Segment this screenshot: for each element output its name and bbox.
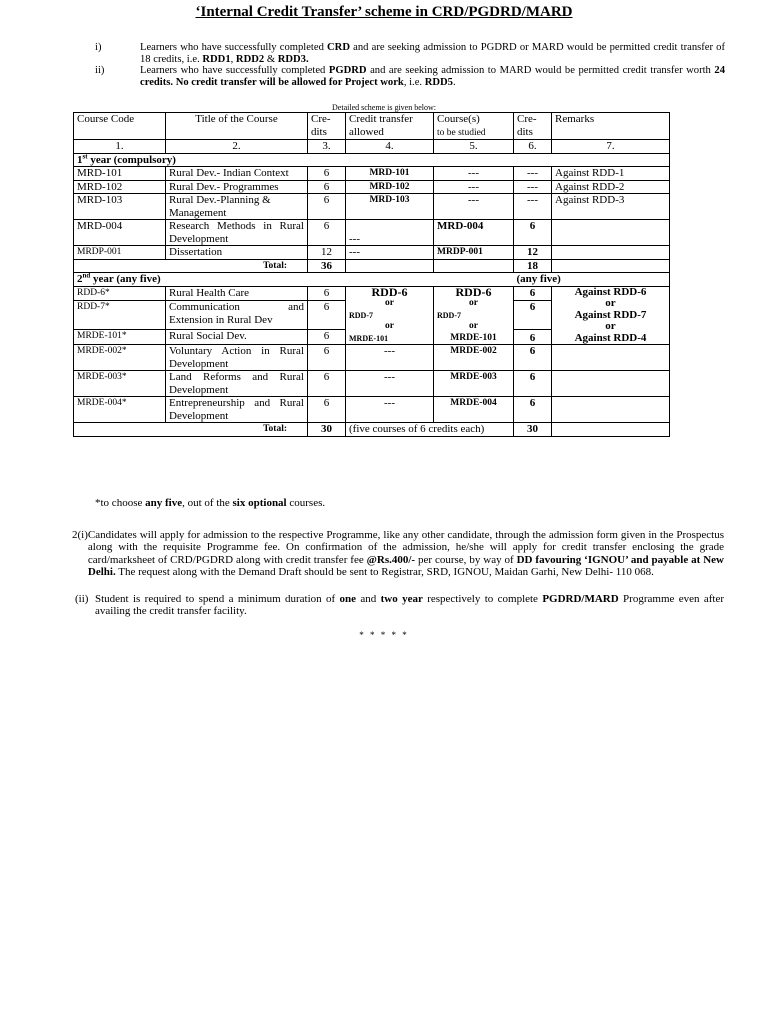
- empty-cell: [434, 259, 514, 273]
- study-credits: 6: [514, 220, 552, 246]
- course-to-study: MRD-004: [434, 220, 514, 246]
- course-title: Dissertation: [166, 246, 308, 260]
- course-credits: 6: [308, 397, 346, 423]
- credit-transfer: ---: [346, 397, 434, 423]
- header-credit-transfer: Credit transfer allowed: [346, 113, 434, 140]
- table-caption: Detailed scheme is given below:: [332, 103, 436, 112]
- course-title: Rural Health Care: [166, 286, 308, 301]
- study-credits: 12: [514, 246, 552, 260]
- total-label: Total:: [74, 423, 308, 437]
- end-marker: * * * * *: [359, 630, 409, 640]
- empty-cell: [346, 259, 434, 273]
- total-label: Total:: [74, 259, 308, 273]
- course-to-study: MRDE-002: [434, 345, 514, 371]
- course-title: Research Methods in Rural Development: [166, 220, 308, 246]
- course-credits: 12: [308, 246, 346, 260]
- credit-transfer-options: RDD-6 or RDD-7 or MRDE-101: [346, 286, 434, 345]
- empty-cell: [552, 423, 670, 437]
- course-to-study: MRDE-003: [434, 371, 514, 397]
- study-credits: ---: [514, 180, 552, 194]
- intro-item-number: ii): [95, 65, 105, 76]
- credit-transfer: ---: [346, 246, 434, 260]
- course-code: MRDE-003*: [74, 371, 166, 397]
- course-credits: 6: [308, 371, 346, 397]
- total-study-credits: 18: [514, 259, 552, 273]
- study-credits: 6: [514, 301, 552, 330]
- remarks: Against RDD-2: [552, 180, 670, 194]
- document-title: ‘Internal Credit Transfer’ scheme in CRD/PGDRD/MARD: [195, 4, 573, 20]
- duration-paragraph: [75, 593, 724, 618]
- table-header-row: [74, 113, 670, 140]
- course-code: MRDE-004*: [74, 397, 166, 423]
- total-row: [74, 423, 670, 437]
- course-title: Voluntary Action in Rural Development: [166, 345, 308, 371]
- course-title: Land Reforms and Rural Development: [166, 371, 308, 397]
- admission-paragraph: [72, 529, 724, 578]
- course-to-study: ---: [434, 194, 514, 220]
- course-to-study: MRDE-004: [434, 397, 514, 423]
- study-credits: 6: [514, 397, 552, 423]
- section-heading-year-1: 1st year (compulsory): [74, 153, 670, 167]
- remarks: [552, 371, 670, 397]
- header-course-code: Course Code: [74, 113, 166, 140]
- intro-item-text: Learners who have successfully completed CRD and are seeking admission to PGDRD or MARD would be permitted credit transfer of 18 credits, i.e. RDD1, RDD2 & RDD3.: [140, 42, 725, 65]
- total-note: (five courses of 6 credits each): [346, 423, 514, 437]
- table-row: [74, 371, 670, 397]
- remarks-options: Against RDD-6 or Against RDD-7 or Against RDD-4: [552, 286, 670, 345]
- course-code: MRD-004: [74, 220, 166, 246]
- credit-transfer: MRD-102: [346, 180, 434, 194]
- intro-item-number: i): [95, 42, 102, 53]
- remarks: Against RDD-1: [552, 167, 670, 181]
- remarks: [552, 345, 670, 371]
- remarks: [552, 397, 670, 423]
- optional-courses-note: *to choose any five, out of the six optional courses.: [95, 497, 326, 509]
- column-number: 1.: [74, 140, 166, 154]
- course-title: Rural Social Dev.: [166, 330, 308, 345]
- table-row: [74, 194, 670, 220]
- course-title: Entrepreneurship and Rural Development: [166, 397, 308, 423]
- section-row-year-2: [74, 273, 670, 287]
- table-row: [74, 246, 670, 260]
- intro-item-text: Learners who have successfully completed PGDRD and are seeking admission to MARD would be permitted credit transfer worth 24 credits. No credit transfer will be allowed for Project work, i.e. RDD5.: [140, 65, 725, 88]
- credit-transfer: MRD-101: [346, 167, 434, 181]
- course-code: MRD-102: [74, 180, 166, 194]
- course-code: MRD-103: [74, 194, 166, 220]
- table-row: [74, 220, 670, 246]
- course-credits: 6: [308, 345, 346, 371]
- header-courses-studied: Course(s) to be studied: [434, 113, 514, 140]
- course-credits: 6: [308, 167, 346, 181]
- intro-item-ii: [95, 65, 725, 88]
- paragraph-text: Student is required to spend a minimum duration of one and two year respectively to complete PGDRD/MARD Programme even after availing the credit transfer facility.: [95, 593, 725, 618]
- course-title: Rural Dev.- Indian Context: [166, 167, 308, 181]
- credit-transfer: ---: [346, 371, 434, 397]
- course-credits: 6: [308, 180, 346, 194]
- section-heading-year-2: 2nd year (any five): [74, 273, 514, 287]
- table-row: [74, 397, 670, 423]
- course-to-study-options: RDD-6 or RDD-7 or MRDE-101: [434, 286, 514, 345]
- course-title: Rural Dev.- Programmes: [166, 180, 308, 194]
- course-credits: 6: [308, 330, 346, 345]
- course-title: Communication and Extension in Rural Dev: [166, 301, 308, 330]
- course-to-study: MRDP-001: [434, 246, 514, 260]
- study-credits: ---: [514, 167, 552, 181]
- course-credits: 6: [308, 220, 346, 246]
- remarks: [552, 246, 670, 260]
- credit-transfer: ---: [346, 345, 434, 371]
- study-credits: ---: [514, 194, 552, 220]
- table-row: [74, 345, 670, 371]
- empty-cell: [552, 259, 670, 273]
- remarks: Against RDD-3: [552, 194, 670, 220]
- column-number: 7.: [552, 140, 670, 154]
- paragraph-label: (ii): [75, 593, 89, 605]
- paragraph-text: Candidates will apply for admission to the respective Programme, like any other candidate, through the admission form given in the Prospectus along with the requisite Programme fee. On confirmation of the admission, he/she will apply for credit transfer enclosing the grade card/marksheet of CRD/PGDRD along with credit transfer fee @Rs.400/- per course, by way of DD favouring ‘IGNOU’ and payable at New Delhi. The request along with the Demand Draft should be sent to Registrar, SRD, IGNOU, Maidan Garhi, New Delhi- 110 068.: [87, 529, 724, 578]
- course-to-study: ---: [434, 180, 514, 194]
- course-title: Rural Dev.-Planning & Management: [166, 194, 308, 220]
- column-number: 3.: [308, 140, 346, 154]
- course-code: RDD-6*: [74, 286, 166, 301]
- course-code: MRDE-002*: [74, 345, 166, 371]
- course-code: RDD-7*: [74, 301, 166, 330]
- total-credits: 30: [308, 423, 346, 437]
- header-credits-2: Cre-dits: [514, 113, 552, 140]
- total-credits: 36: [308, 259, 346, 273]
- table-row: [74, 167, 670, 181]
- header-course-title: Title of the Course: [166, 113, 308, 140]
- intro-list: [95, 42, 725, 88]
- course-code: MRDE-101*: [74, 330, 166, 345]
- column-number-row: [74, 140, 670, 154]
- column-number: 5.: [434, 140, 514, 154]
- table-row: [74, 286, 670, 301]
- course-credits: 6: [308, 301, 346, 330]
- section-row-year-1: [74, 153, 670, 167]
- study-credits: 6: [514, 330, 552, 345]
- total-study-credits: 30: [514, 423, 552, 437]
- header-credits: Cre-dits: [308, 113, 346, 140]
- course-to-study: ---: [434, 167, 514, 181]
- header-remarks: Remarks: [552, 113, 670, 140]
- course-code: MRDP-001: [74, 246, 166, 260]
- credit-transfer: MRD-103: [346, 194, 434, 220]
- credit-transfer: ---: [346, 220, 434, 246]
- section-note-any-five: (any five): [514, 273, 670, 287]
- study-credits: 6: [514, 371, 552, 397]
- course-code: MRD-101: [74, 167, 166, 181]
- study-credits: 6: [514, 345, 552, 371]
- table-row: [74, 180, 670, 194]
- remarks: [552, 220, 670, 246]
- column-number: 6.: [514, 140, 552, 154]
- column-number: 2.: [166, 140, 308, 154]
- credit-transfer-table: [73, 112, 670, 437]
- course-credits: 6: [308, 194, 346, 220]
- intro-item-i: [95, 42, 725, 65]
- course-credits: 6: [308, 286, 346, 301]
- paragraph-label: 2(i): [72, 529, 88, 541]
- study-credits: 6: [514, 286, 552, 301]
- total-row: [74, 259, 670, 273]
- column-number: 4.: [346, 140, 434, 154]
